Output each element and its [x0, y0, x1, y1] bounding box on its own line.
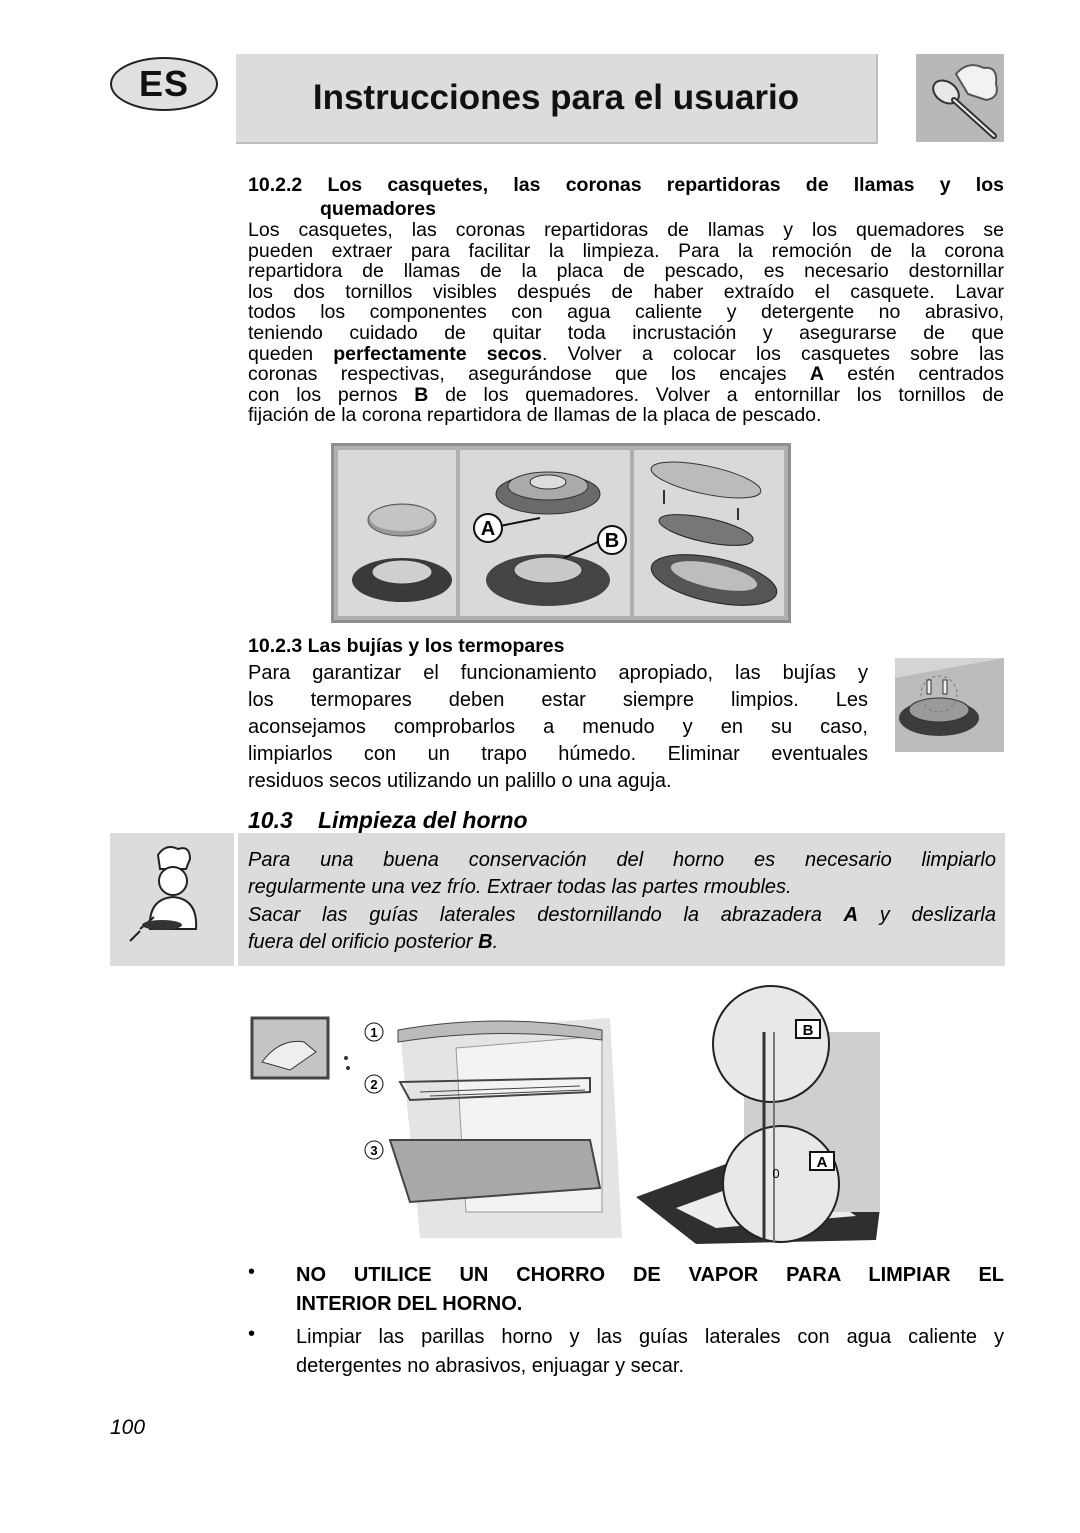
- heading-word: las: [513, 174, 541, 196]
- paragraph-line: fijación de la corona repartidora de llamas de la placa de pescado.: [248, 404, 822, 427]
- language-badge-label: ES: [138, 63, 190, 104]
- note-line: regularmente una vez frío. Extraer todas las partes rmoubles.: [248, 876, 792, 899]
- paragraph-line: todos los componentes con agua caliente y detergente no abrasivo,: [248, 301, 1004, 324]
- text-run: coronas respectivas, asegurándose que los encajes: [248, 363, 810, 386]
- chef-icon: [110, 833, 234, 966]
- text-run: Sacar las guías laterales destornillando la abrazadera: [248, 903, 844, 926]
- burner-parts-figure: [331, 443, 791, 623]
- paragraph-line: residuos secos utilizando un palillo o una aguja.: [248, 770, 672, 792]
- spark-plug-image: [895, 658, 1004, 752]
- text-run: . Volver a colocar los casquetes sobre las: [542, 342, 1004, 365]
- paragraph-line: limpiarlos con un trapo húmedo. Eliminar eventuales: [248, 743, 868, 765]
- bullet-list: [248, 1261, 1004, 1381]
- section-number: 10.2.3: [248, 635, 303, 657]
- section-title: Las bujías y los termopares: [307, 635, 565, 657]
- list-line: NO UTILICE UN CHORRO DE VAPOR PARA LIMPIAR EL: [296, 1264, 1004, 1286]
- bullet-symbol: •: [248, 1323, 256, 1345]
- oven-cleaning-note: [248, 847, 996, 956]
- paragraph-line: Para garantizar el funcionamiento apropiado, las bujías y: [248, 662, 868, 684]
- emphasis: A: [809, 363, 824, 386]
- list-item-text: [296, 1261, 1004, 1319]
- heading-line-2: quemadores: [320, 198, 436, 220]
- label-1: 1: [370, 1025, 378, 1040]
- heading-word: coronas: [565, 174, 642, 196]
- label-3: 3: [370, 1143, 378, 1158]
- heading-word: casquetes,: [387, 174, 489, 196]
- paragraph-line: aconsejamos comprobarlos a menudo y en su caso,: [248, 716, 868, 738]
- page-number: 100: [110, 1416, 146, 1439]
- section-10-3-heading: [248, 807, 528, 834]
- note-line: [248, 929, 996, 956]
- text-run: queden: [248, 342, 334, 365]
- text-run: estén centrados: [823, 363, 1004, 386]
- text-run: con los pernos: [248, 383, 415, 406]
- list-item-text: [296, 1323, 1004, 1381]
- list-item: [248, 1323, 1004, 1381]
- section-title: Limpieza del horno: [318, 807, 528, 833]
- paragraph-line: Los casquetes, las coronas repartidoras de llamas y los quemadores se: [248, 219, 1004, 241]
- emphasis: A: [843, 903, 859, 926]
- emphasis: perfectamente secos: [333, 342, 542, 365]
- label-b: B: [802, 1022, 814, 1039]
- page-title: Instrucciones para el usuario: [312, 78, 800, 117]
- label-a: A: [480, 518, 496, 540]
- paragraph-line: teniendo cuidado de quitar toda incrustación y asegurarse de que: [248, 321, 1004, 344]
- spoon-chef-hat-icon: [916, 54, 1004, 142]
- label-2: 2: [370, 1077, 378, 1092]
- paragraph-line: los dos tornillos visibles después de haber extraído el casquete. Lavar: [248, 280, 1004, 303]
- paragraph-line: [248, 364, 1004, 385]
- text-run: fuera del orificio posterior: [248, 930, 479, 953]
- heading-word: llamas: [853, 174, 915, 196]
- language-badge: [110, 57, 218, 111]
- section-10-2-2-heading: [248, 173, 1004, 221]
- list-line: detergentes no abrasivos, enjuagar y secar.: [296, 1355, 685, 1377]
- section-10-2-2-paragraph: [248, 220, 1004, 426]
- label-0: 0: [772, 1166, 780, 1181]
- heading-line-1: [248, 173, 1004, 197]
- heading-word: Los: [327, 174, 363, 196]
- paragraph-line: repartidora de llamas de la placa de pescado, es necesario destornillar: [248, 260, 1004, 283]
- bullet-symbol: •: [248, 1261, 256, 1283]
- note-line: [248, 902, 996, 929]
- section-10-2-3-heading: [248, 635, 565, 658]
- paragraph-line: [248, 385, 1004, 406]
- paragraph-line: los termopares deben estar siempre limpios. Les: [248, 689, 868, 711]
- section-10-2-3-paragraph: [248, 660, 868, 795]
- list-line: INTERIOR DEL HORNO.: [296, 1293, 523, 1315]
- page-header: [236, 54, 878, 144]
- heading-word: de: [805, 174, 829, 196]
- section-number: 10.3: [248, 807, 293, 833]
- heading-word: repartidoras: [666, 174, 781, 196]
- text-run: .: [492, 930, 499, 953]
- heading-word: los: [975, 174, 1004, 196]
- oven-accessories-figure: [250, 1012, 630, 1242]
- heading-word: y: [939, 174, 951, 196]
- note-line: Para una buena conservación del horno es necesario limpiarlo: [248, 849, 996, 871]
- paragraph-line: pueden extraer para facilitar la limpieza. Para la remoción de la corona: [248, 239, 1004, 262]
- section-number: 10.2.2: [248, 174, 303, 196]
- text-run: y deslizarla: [858, 903, 996, 926]
- side-rails-figure: [636, 972, 880, 1247]
- text-run: de los quemadores. Volver a entornillar los tornillos de: [428, 383, 1004, 406]
- label-b: B: [604, 530, 620, 552]
- emphasis: B: [414, 383, 429, 406]
- paragraph-line: [248, 344, 1004, 365]
- list-line: Limpiar las parillas horno y las guías laterales con agua caliente y: [296, 1326, 1004, 1348]
- label-a: A: [816, 1154, 828, 1171]
- emphasis: B: [478, 930, 493, 953]
- list-item: [248, 1261, 1004, 1319]
